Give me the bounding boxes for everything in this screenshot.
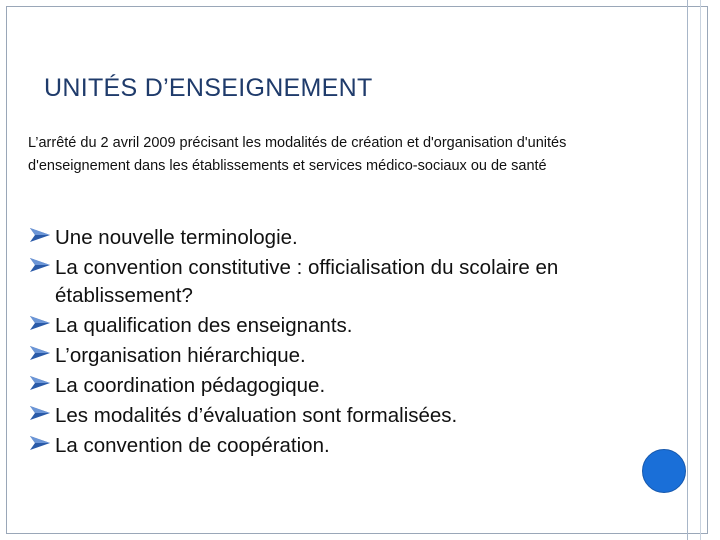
arrow-bullet-icon [30, 258, 50, 272]
blue-circle-decoration [642, 449, 686, 493]
bullet-text: La coordination pédagogique. [55, 374, 326, 397]
arrow-bullet-icon [30, 376, 50, 390]
bullet-item [30, 224, 590, 252]
slide-title: UNITÉS D’ENSEIGNEMENT [44, 74, 373, 102]
bullet-item [30, 432, 590, 460]
bullet-item [30, 372, 590, 400]
bullet-list [30, 224, 590, 462]
arrow-bullet-icon [30, 406, 50, 420]
bullet-text: La convention constitutive : officialisation du scolaire en établissement? [55, 256, 559, 307]
bullet-text: Une nouvelle terminologie. [55, 226, 298, 249]
bullet-item [30, 402, 590, 430]
bullet-text: La convention de coopération. [55, 434, 330, 457]
arrow-bullet-icon [30, 346, 50, 360]
bullet-text: La qualification des enseignants. [55, 314, 353, 337]
bullet-item [30, 254, 590, 310]
right-vertical-rule-outer [700, 0, 701, 540]
slide-subtitle: L’arrêté du 2 avril 2009 précisant les modalités de création et d'organisation d'unités d'enseignement dans les établissements et services médico-sociaux ou de santé [28, 135, 567, 174]
arrow-bullet-icon [30, 436, 50, 450]
arrow-bullet-icon [30, 228, 50, 242]
bullet-text: L’organisation hiérarchique. [55, 344, 306, 367]
bullet-text: Les modalités d’évaluation sont formalisées. [55, 404, 458, 427]
bullet-item [30, 312, 590, 340]
bullet-item [30, 342, 590, 370]
right-vertical-rule [687, 0, 688, 540]
arrow-bullet-icon [30, 316, 50, 330]
